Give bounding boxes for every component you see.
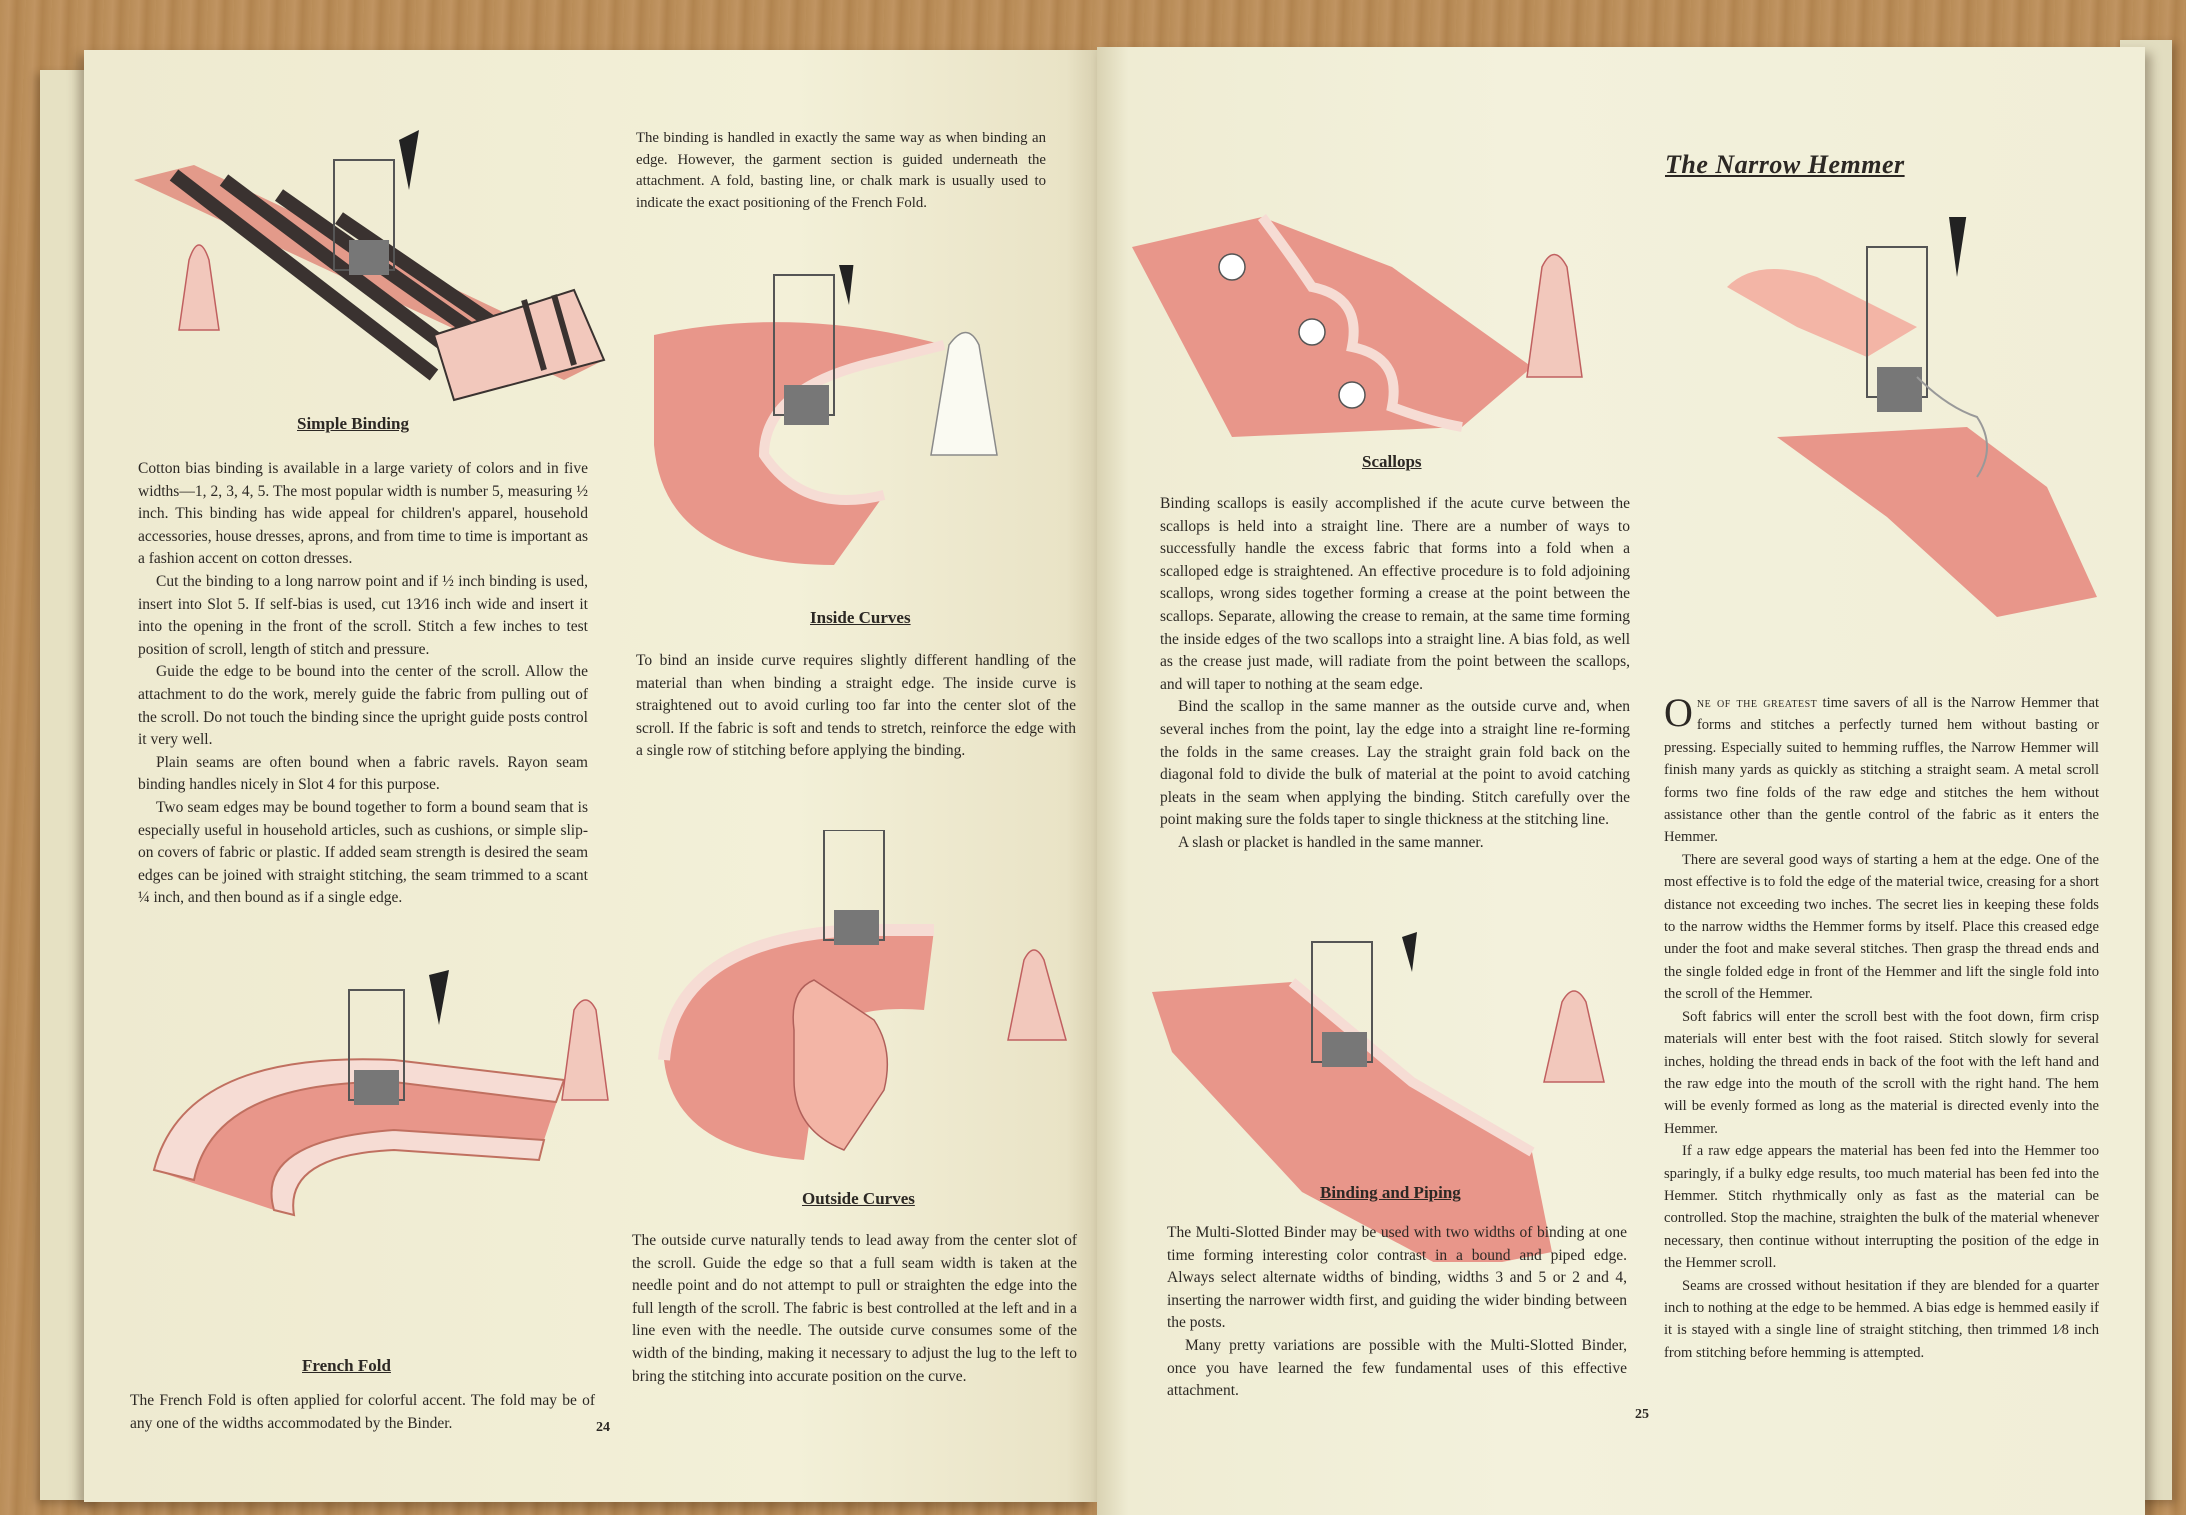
inside-curves-text [636, 650, 1076, 763]
narrow-hemmer-illustration [1717, 217, 2117, 637]
inside-curves-paragraph: To bind an inside curve requires slightly different handling of the material than when binding a straight edge. The inside curve is straightened out to avoid curling too far into the center slot of the scroll. If the fabric is soft and tends to stretch, reinforce the edge with a single row of stitching before applying the binding. [636, 652, 1076, 760]
scallops-p1: Binding scallops is easily accomplished if the acute curve between the scallops is held into a straight line. There are a number of ways to successfully handle the excess fabric that forms into a fold when a scalloped edge is straightened. An effective procedure is to fold adjoining scallops, wrong sides together forming a crease at the point between the scallops. Separate, allowing the crease to remain, at the same time forming the inside edges of the two scallops into a straight line. A bias fold, as well as the crease just made, will radiate from the point between the scallops, and will taper to nothing at the seam edge. [1160, 495, 1630, 693]
narrow-hemmer-text [1664, 692, 2099, 1364]
narrow-hemmer-title: The Narrow Hemmer [1665, 150, 1905, 179]
hemmer-p1 [1664, 692, 2099, 849]
outside-curves-illustration [644, 830, 1094, 1160]
hemmer-p3: Soft fabrics will enter the scroll best with the foot down, firm crisp materials will enter best with the foot raised. Stitch slowly for several inches, holding the thread ends in back of the foot with the left hand and the raw edge into the mouth of the scroll with the right hand. The hem will be evenly formed as long as the material is directed evenly into the Hemmer. [1664, 1008, 2099, 1137]
simple-binding-p4: Plain seams are often bound when a fabric ravels. Rayon seam binding handles nicely in Slot 4 for this purpose. [138, 753, 588, 794]
scallops-p2: Bind the scallop in the same manner as the outside curve and, when several inches from the point, lay the edge into a straight line re-forming the folds in the same creases. Lay the straight grain fold back on the diagonal fold to divide the bulk of material at the point to avoid catching pleats in the seam when applying the binding. Stitch carefully over the point making sure the folds taper to single thickness at the stitching line. [1160, 698, 1630, 829]
dropcap: O [1664, 690, 1693, 735]
hemmer-p2: There are several good ways of starting a hem at the edge. One of the most effective is to fold the edge of the material twice, creasing for a short distance not exceeding two inches. The secret lies in keeping these folds to the narrow widths the Hemmer forms by itself. Place this creased edge under the foot and make several stitches. Then grasp the thread ends and the single folded edge in front of the Hemmer and lift the single fold into the scroll of the Hemmer. [1664, 851, 2099, 1003]
french-fold-text [130, 1390, 595, 1435]
scallops-p3: A slash or placket is handled in the same manner. [1178, 833, 1484, 851]
right-page [1097, 47, 2145, 1515]
hemmer-lead: ne of the greatest [1696, 695, 1818, 711]
simple-binding-heading: Simple Binding [297, 414, 409, 433]
simple-binding-illustration [134, 120, 654, 420]
inside-curves-heading: Inside Curves [810, 608, 911, 627]
simple-binding-p2: Cut the binding to a long narrow point and if ½ inch binding is used, insert into Slot 5. If self-bias is used, cut 13⁄16 inch wide and insert it into the opening in the front of the scroll. Stitch a few inches to test position of scroll, length of stitch and pressure. [138, 572, 588, 658]
scallops-illustration [1132, 177, 1602, 467]
binding-piping-p2: Many pretty variations are possible with the Multi-Slotted Binder, once you have learned the few fundamental uses of this effective attachment. [1167, 1336, 1627, 1400]
french-fold-intro-text [636, 128, 1046, 214]
hemmer-first-rest: time savers of all is the Narrow Hemmer that forms and stitches a perfectly turned hem without basting or pressing. Especially suited to hemming ruffles, the Narrow Hemmer will finish many yards as quickly as stitching a straight seam. A metal scroll forms two fine folds of the raw edge and stitches the hem without assistance other than the gentle control of the fabric as it enters the Hemmer. [1664, 695, 2099, 846]
binding-piping-text [1167, 1222, 1627, 1403]
scallops-heading: Scallops [1362, 452, 1422, 471]
page-number-right: 25 [1635, 1407, 1649, 1422]
simple-binding-p3: Guide the edge to be bound into the center of the scroll. Allow the attachment to do the work, merely guide the fabric from pulling out of the scroll. Do not touch the binding since the upright guide posts control it very well. [138, 663, 588, 749]
hemmer-p4: If a raw edge appears the material has been fed into the Hemmer too sparingly, if a bulky edge results, too much material has been fed into the Hemmer. Stitch rhythmically only as fast as the material can be controlled. Stop the machine, straighten the bulk of the material whenever necessary, then continue without interrupting the position of the edge in the Hemmer scroll. [1664, 1143, 2099, 1272]
page-number-left: 24 [596, 1420, 610, 1435]
french-fold-paragraph: The French Fold is often applied for colorful accent. The fold may be of any one of the widths accommodated by the Binder. [130, 1392, 595, 1432]
binding-piping-heading: Binding and Piping [1320, 1183, 1461, 1202]
simple-binding-p1: Cotton bias binding is available in a large variety of colors and in five widths—1, 2, 3, 4, 5. The most popular width is number 5, measuring ½ inch. This binding has wide appeal for children's apparel, household accessories, house dresses, aprons, and from time to time is important as a fashion accent on cotton dresses. [138, 460, 588, 568]
outside-curves-text [632, 1230, 1077, 1388]
scallops-text [1160, 493, 1630, 855]
top-paragraph: The binding is handled in exactly the same way as when binding an edge. However, the garment section is guided underneath the attachment. A fold, basting line, or chalk mark is usually used to indicate the exact positioning of the French Fold. [636, 130, 1046, 211]
binding-piping-p1: The Multi-Slotted Binder may be used with two widths of binding at one time forming interesting color contrast in a bound and piped edge. Always select alternate widths of binding, widths 3 and 5 or 2 and 4, inserting the narrower width first, and guiding the wider binding between the posts. [1167, 1224, 1627, 1332]
french-fold-illustration [144, 970, 624, 1300]
outside-curves-paragraph: The outside curve naturally tends to lead away from the center slot of the scroll. Guide the edge so that a full seam width is taken at the needle point and do not attempt to pull or straighten the edge into the full length of the scroll. The fabric is best controlled at the left and in a line even with the needle. The outside curve consumes some of the width of the binding, making it necessary to adjust the lug to the left to bring the stitching into accurate position on the curve. [632, 1232, 1077, 1385]
outside-curves-heading: Outside Curves [802, 1189, 915, 1208]
simple-binding-p5: Two seam edges may be bound together to form a bound seam that is especially useful in household articles, such as cushions, or simple slip-on covers of fabric or plastic. If added seam strength is desired the seam edges can be joined with straight stitching, the seam trimmed to a scant ¼ inch, and then bound as if a single edge. [138, 798, 588, 907]
hemmer-p5: Seams are crossed without hesitation if they are blended for a quarter inch to nothing at the edge to be hemmed. A bias edge is hemmed easily if it is stayed with a single line of straight stitching, then trimmed 1⁄8 inch from stitching before hemming is attempted. [1664, 1277, 2099, 1361]
inside-curves-illustration [644, 265, 1084, 565]
binding-piping-illustration [1152, 932, 1622, 1262]
simple-binding-text [138, 458, 588, 910]
left-page [84, 50, 1097, 1502]
french-fold-heading: French Fold [302, 1356, 391, 1375]
